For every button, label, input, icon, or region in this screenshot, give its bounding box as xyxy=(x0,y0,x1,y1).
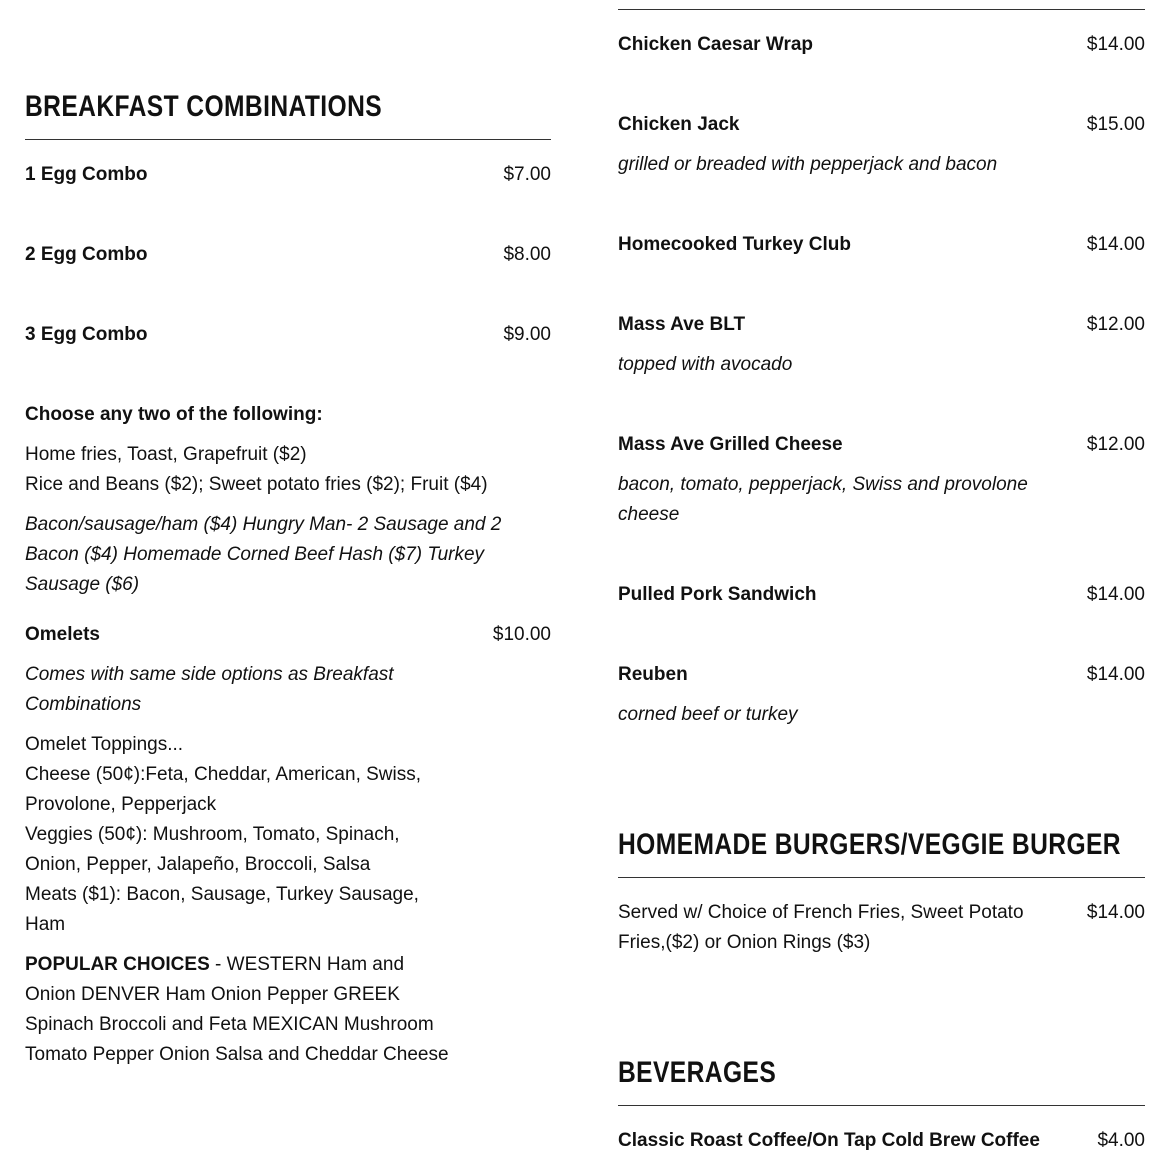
menu-item-name: 3 Egg Combo xyxy=(25,324,148,345)
menu-item-price: $12.00 xyxy=(1086,434,1145,455)
menu-item-name: Mass Ave Grilled Cheese xyxy=(618,434,843,455)
sides-line: Home fries, Toast, Grapefruit ($2) xyxy=(25,444,307,465)
menu-item-description: bacon, tomato, pepperjack, Swiss and provolone cheese xyxy=(618,474,1028,525)
menu-item-name: Pulled Pork Sandwich xyxy=(618,584,817,605)
menu-item-name: Homecooked Turkey Club xyxy=(618,234,851,255)
menu-item-name: Chicken Caesar Wrap xyxy=(618,34,814,55)
divider xyxy=(25,139,551,140)
menu-item-description: Served w/ Choice of French Fries, Sweet Potato Fries,($2) or Onion Rings ($3) xyxy=(618,902,1024,953)
divider xyxy=(618,9,1145,10)
menu-item-description: grilled or breaded with pepperjack and bacon xyxy=(618,154,998,175)
menu-item-name: 2 Egg Combo xyxy=(25,244,148,265)
toppings-cheese: Cheese (50¢):Feta, Cheddar, American, Swiss, Provolone, Pepperjack xyxy=(25,764,422,815)
sides-line: Rice and Beans ($2); Sweet potato fries ($2); Fruit ($4) xyxy=(25,474,488,495)
menu-item-name: Omelets xyxy=(25,624,100,645)
popular-label: POPULAR CHOICES xyxy=(25,954,210,975)
menu-item-price: $15.00 xyxy=(1086,114,1145,135)
menu-item-name: Mass Ave BLT xyxy=(618,314,746,335)
menu-item-price: $10.00 xyxy=(492,624,551,645)
menu-item-description: topped with avocado xyxy=(618,354,793,375)
extras-text: Bacon/sausage/ham ($4) Hungry Man- 2 Sausage and 2 Bacon ($4) Homemade Corned Beef Hash ($7) Turkey Sausage ($6) xyxy=(25,514,502,595)
menu-item-price: $4.00 xyxy=(1097,1130,1145,1151)
divider xyxy=(618,1105,1145,1106)
menu-item-price: $14.00 xyxy=(1086,34,1145,55)
section-heading-burgers: HOMEMADE BURGERS/VEGGIE BURGER xyxy=(618,828,1121,861)
menu-item-price: $7.00 xyxy=(503,164,551,185)
menu-item-name: Chicken Jack xyxy=(618,114,740,135)
menu-item-price: $8.00 xyxy=(503,244,551,265)
menu-item-description: corned beef or turkey xyxy=(618,704,798,725)
menu-item-price: $14.00 xyxy=(1086,902,1145,923)
toppings-meats: Meats ($1): Bacon, Sausage, Turkey Sausage, Ham xyxy=(25,884,419,935)
section-heading-beverages: BEVERAGES xyxy=(618,1056,777,1089)
menu-item-description: Comes with same side options as Breakfast Combinations xyxy=(25,664,394,715)
sides-title: Choose any two of the following: xyxy=(25,404,323,425)
toppings-title: Omelet Toppings... xyxy=(25,734,184,755)
popular-choices xyxy=(25,950,450,1070)
section-heading-breakfast: BREAKFAST COMBINATIONS xyxy=(25,90,383,123)
menu-item-price: $14.00 xyxy=(1086,234,1145,255)
menu-item-price: $9.00 xyxy=(503,324,551,345)
divider xyxy=(618,877,1145,878)
menu-item-price: $14.00 xyxy=(1086,584,1145,605)
popular-text: - WESTERN Ham and Onion DENVER Ham Onion Pepper GREEK Spinach Broccoli and Feta MEXICAN Mushroom Tomato Pepper Onion Salsa and Cheddar Cheese xyxy=(25,954,449,1065)
menu-item-name: 1 Egg Combo xyxy=(25,164,148,185)
menu-item-name: Classic Roast Coffee/On Tap Cold Brew Coffee xyxy=(618,1130,1040,1151)
omelet-toppings xyxy=(25,730,445,940)
menu-item-name: Reuben xyxy=(618,664,688,685)
toppings-veggies: Veggies (50¢): Mushroom, Tomato, Spinach, Onion, Pepper, Jalapeño, Broccoli, Salsa xyxy=(25,824,400,875)
menu-item-price: $12.00 xyxy=(1086,314,1145,335)
menu-item-price: $14.00 xyxy=(1086,664,1145,685)
